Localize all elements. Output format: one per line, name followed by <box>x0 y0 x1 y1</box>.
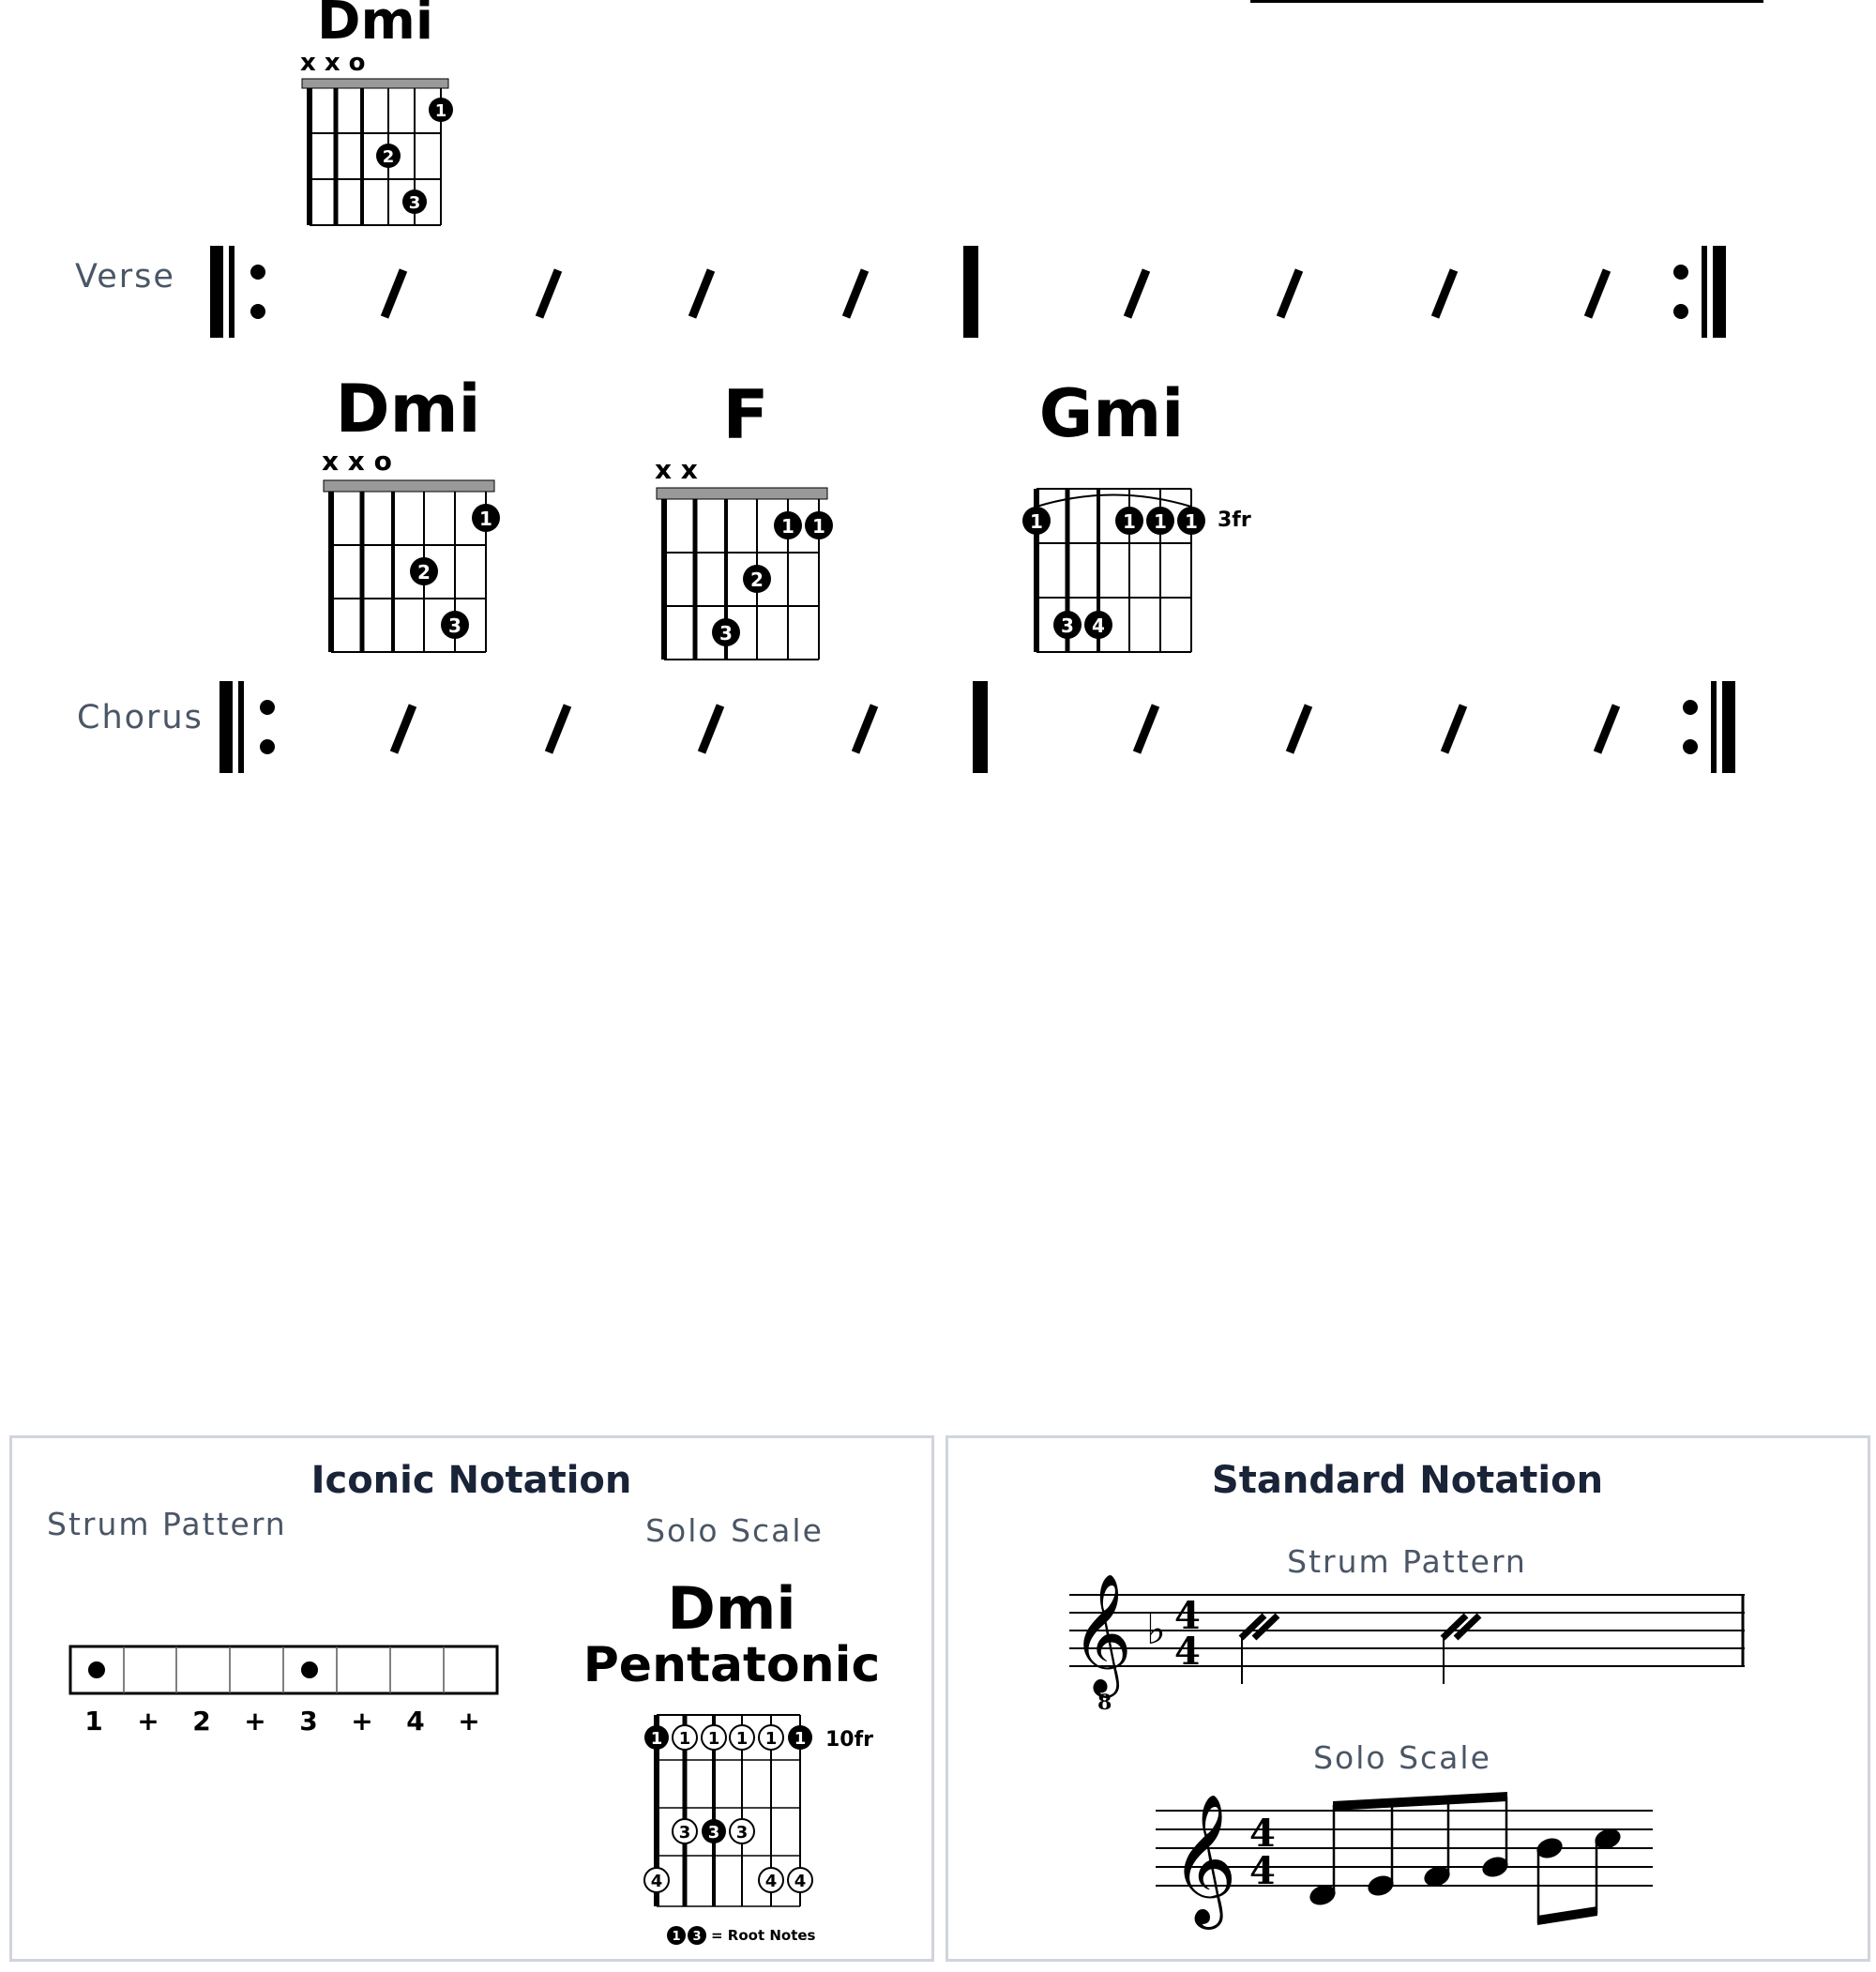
strum-hit-dot <box>88 1661 105 1678</box>
verse-label: Verse <box>75 258 175 296</box>
finger-1-label: 1 <box>650 1729 663 1749</box>
chorus-chord-dmi-diagram <box>322 478 509 666</box>
chorus-chord-dmi-muted: x x o <box>322 446 392 477</box>
strum-count: 1 <box>84 1706 103 1737</box>
finger-1-label: 1 <box>434 101 447 121</box>
finger-1-label: 1 <box>764 1729 778 1749</box>
finger-3-label: 3 <box>448 614 461 637</box>
chorus-chord-dmi-name: Dmi <box>335 371 481 447</box>
strum-count: + <box>137 1706 159 1737</box>
scale-name-line1: Dmi <box>667 1574 796 1643</box>
finger-1-label: 1 <box>707 1729 720 1749</box>
finger-3-label: 3 <box>678 1823 691 1843</box>
finger-1-label: 1 <box>781 515 794 538</box>
finger-1-label: 1 <box>735 1729 749 1749</box>
strum-count: 4 <box>406 1706 425 1737</box>
scale-name-line2: Pentatonic <box>582 1637 881 1693</box>
finger-4-label: 4 <box>794 1872 807 1891</box>
strum-slash <box>385 270 403 317</box>
standard-solo-staff <box>1156 1773 1681 1923</box>
finger-4-label: 4 <box>764 1872 778 1891</box>
finger-4-label: 4 <box>1092 614 1105 637</box>
strum-count: + <box>244 1706 266 1737</box>
finger-3-label: 3 <box>408 193 421 213</box>
time-signature-top: 4 <box>1174 1594 1201 1638</box>
iconic-solo-label: Solo Scale <box>645 1512 824 1549</box>
iconic-panel-title: Iconic Notation <box>310 1459 632 1502</box>
time-signature-bottom: 4 <box>1174 1630 1201 1674</box>
standard-solo-label: Solo Scale <box>1313 1739 1491 1776</box>
strum-count: + <box>351 1706 373 1737</box>
verse-rhythm-staff <box>206 242 1754 345</box>
finger-1-label: 1 <box>794 1729 807 1749</box>
header-rule <box>1250 0 1763 3</box>
treble-clef-icon: 𝄞 <box>1171 1794 1237 1924</box>
finger-1-label: 1 <box>1154 510 1167 533</box>
iconic-strum-label: Strum Pattern <box>47 1506 287 1542</box>
standard-panel-title: Standard Notation <box>1211 1459 1604 1502</box>
verse-chord-dmi-name: Dmi <box>316 0 434 52</box>
finger-4-label: 4 <box>650 1872 663 1891</box>
finger-3-label: 3 <box>707 1823 720 1843</box>
standard-strum-staff <box>1069 1567 1754 1707</box>
finger-1-label: 1 <box>1030 510 1043 533</box>
finger-3-label: 3 <box>692 1930 702 1944</box>
finger-3-label: 3 <box>735 1823 749 1843</box>
root-notes-legend-icons <box>666 1923 713 1948</box>
finger-1-label: 1 <box>1123 510 1136 533</box>
finger-2-label: 2 <box>417 561 431 584</box>
verse-chord-dmi-muted: x x o <box>300 49 366 77</box>
strum-pattern-grid <box>68 1645 500 1697</box>
chorus-chord-f-name: F <box>722 375 769 454</box>
finger-3-label: 3 <box>1061 614 1074 637</box>
finger-1-label: 1 <box>812 515 825 538</box>
finger-1-label: 1 <box>672 1930 681 1944</box>
chorus-label: Chorus <box>77 699 204 736</box>
strum-count: 3 <box>299 1706 318 1737</box>
finger-2-label: 2 <box>750 569 764 591</box>
flat-sign-icon: ♭ <box>1146 1606 1166 1654</box>
chorus-chord-f-muted: x x <box>655 454 698 485</box>
finger-3-label: 3 <box>719 622 733 645</box>
scale-fret-label: 10fr <box>825 1728 874 1752</box>
chorus-chord-gmi-fret: 3fr <box>1218 508 1251 532</box>
chorus-chord-gmi-diagram <box>1027 483 1224 671</box>
octave-mark: 8 <box>1097 1691 1112 1715</box>
chorus-chord-gmi-name: Gmi <box>1038 375 1185 452</box>
time-signature-top: 4 <box>1249 1812 1276 1856</box>
verse-chord-dmi-diagram <box>300 77 469 236</box>
chorus-chord-f-diagram <box>655 486 842 674</box>
finger-1-label: 1 <box>479 508 492 530</box>
pentatonic-scale-diagram <box>643 1709 830 1916</box>
finger-1-label: 1 <box>1185 510 1198 533</box>
treble-clef-icon: 𝄞 <box>1071 1572 1133 1692</box>
chorus-rhythm-staff <box>216 677 1763 781</box>
finger-2-label: 2 <box>382 147 395 167</box>
time-signature-bottom: 4 <box>1249 1849 1276 1893</box>
strum-count: + <box>458 1706 480 1737</box>
finger-1-label: 1 <box>678 1729 691 1749</box>
strum-hit-dot <box>301 1661 318 1678</box>
standard-strum-label: Strum Pattern <box>1287 1543 1527 1580</box>
root-notes-legend: = Root Notes <box>711 1927 816 1944</box>
strum-count: 2 <box>192 1706 211 1737</box>
